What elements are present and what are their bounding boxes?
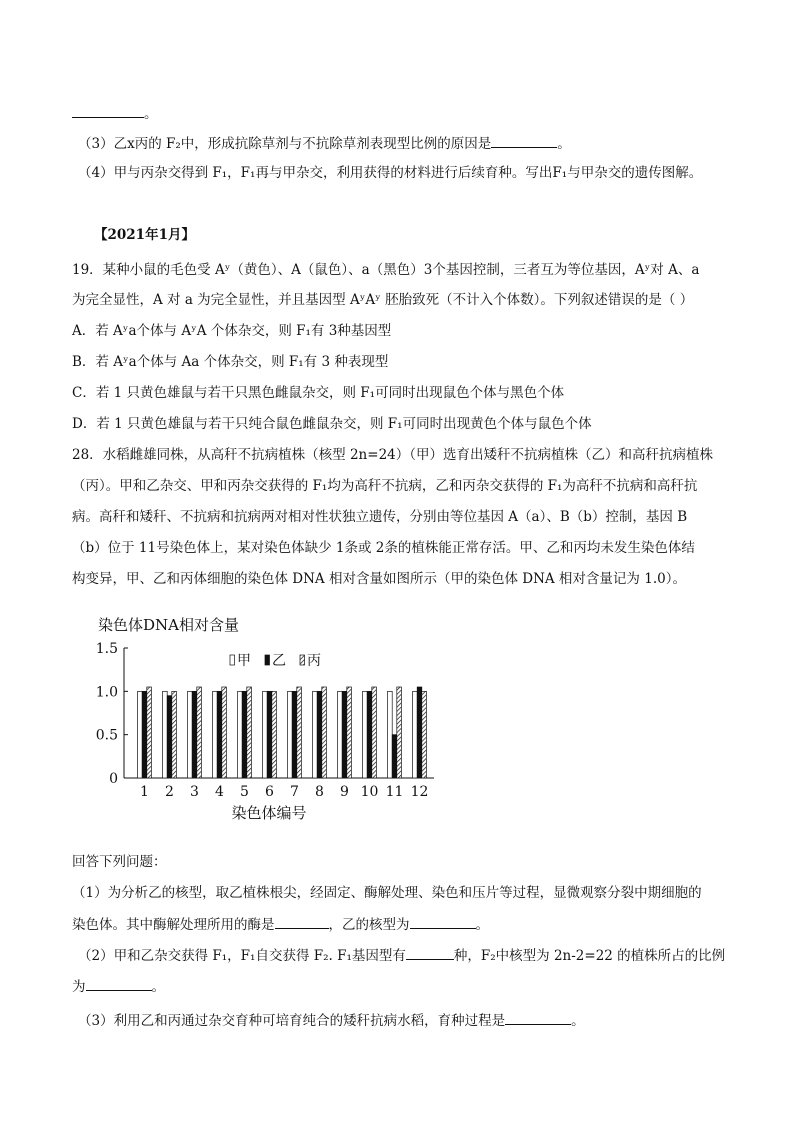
answer-blank[interactable]: [275, 914, 329, 929]
x-tick-label: 11: [385, 784, 404, 800]
bar-丙-1: [147, 687, 152, 778]
bar-甲-11: [388, 691, 393, 778]
bar-丙-8: [322, 687, 327, 778]
q19-option-a: A．若 Aʸa个体与 AʸA 个体杂交，则 F₁有 3种基因型: [72, 323, 392, 339]
bar-乙-11: [392, 735, 397, 778]
bar-乙-9: [342, 691, 347, 778]
question-part-4: （4）甲与丙杂交得到 F₁，F₁再与甲杂交，利用获得的材料进行后续育种。写出F₁与甲杂交的遗传图解。: [78, 165, 703, 181]
bar-乙-12: [417, 687, 422, 778]
bar-甲-6: [263, 691, 268, 778]
bar-甲-1: [138, 691, 143, 778]
prev-answer-line: 。: [72, 103, 158, 124]
bar-丙-4: [222, 687, 227, 778]
bar-甲-4: [213, 691, 218, 778]
q28-stem-line5: 构变异，甲、乙和丙体细胞的染色体 DNA 相对含量如图所示（甲的染色体 DNA 相对含量记为 1.0）。: [72, 571, 686, 587]
dna-content-chart: [80, 612, 450, 827]
answer-blank[interactable]: [86, 976, 152, 991]
y-tick-label: 1.5: [95, 641, 118, 657]
q28-stem-line2: （丙）。甲和乙杂交、甲和丙杂交获得的 F₁均为高秆不抗病，乙和丙杂交获得的 F₁为高秆不抗病和高秆抗: [72, 478, 698, 494]
bar-丙-11: [397, 687, 402, 778]
answer-blank[interactable]: [72, 103, 144, 118]
legend-swatch-乙: [265, 655, 270, 665]
x-tick-label: 1: [140, 784, 149, 800]
bar-甲-5: [238, 691, 243, 778]
answer-blank[interactable]: [406, 945, 454, 960]
section-heading: 【2021年1月】: [94, 227, 195, 243]
legend-swatch-甲: [230, 655, 235, 665]
y-tick-label: 0: [109, 771, 118, 787]
q28-stem-line4: （b）位于 11号染色体上，某对染色体缺少 1条或 2条的植株能正常存活。甲、乙和丙均未发生染色体结: [72, 540, 695, 556]
q28-stem-line3: 病。高秆和矮秆、不抗病和抗病两对相对性状独立遗传，分别由等位基因 A（a）、B（b）控制，基因 B: [72, 509, 688, 525]
x-tick-label: 5: [240, 784, 249, 800]
answer-blank[interactable]: [410, 914, 476, 929]
bar-丙-12: [422, 691, 427, 778]
x-tick-label: 3: [190, 784, 199, 800]
bar-甲-2: [163, 691, 168, 778]
bar-乙-2: [167, 696, 172, 778]
bar-甲-7: [288, 691, 293, 778]
q19-option-b: B．若 Aʸa个体与 Aa 个体杂交，则 F₁有 3 种表现型: [72, 354, 389, 370]
bar-甲-3: [188, 691, 193, 778]
q28-part2-line1: （2）甲和乙杂交获得 F₁，F₁自交获得 F₂. F₁基因型有 种，F₂中核型为 2n-2=22 的植株所占的比例: [78, 945, 725, 966]
bar-乙-4: [217, 691, 222, 778]
y-tick-label: 1.0: [95, 684, 118, 701]
q28-part1-line2: 染色体。其中酶解处理所用的酶是 ，乙的核型为 。: [72, 914, 489, 935]
x-tick-label: 12: [410, 784, 429, 800]
x-tick-label: 2: [165, 784, 174, 800]
bar-甲-8: [313, 691, 318, 778]
answer-intro: 回答下列问题：: [72, 854, 167, 870]
bar-丙-6: [272, 691, 277, 778]
bar-乙-3: [192, 691, 197, 778]
bar-乙-6: [267, 691, 272, 778]
q28-stem-line1: 28．水稻雌雄同株，从高秆不抗病植株（核型 2n=24）（甲）选育出矮秆不抗病植株（乙）和高秆抗病植株: [72, 447, 713, 463]
bar-乙-5: [242, 691, 247, 778]
bar-乙-8: [317, 691, 322, 778]
answer-blank[interactable]: [491, 133, 557, 148]
bar-乙-10: [367, 691, 372, 778]
legend-label-甲: 甲: [237, 653, 251, 669]
bar-丙-9: [347, 687, 352, 778]
x-tick-label: 6: [265, 784, 274, 800]
legend-label-乙: 乙: [272, 653, 286, 669]
legend-swatch-丙: [300, 655, 305, 665]
x-tick-label: 7: [290, 784, 299, 800]
x-tick-label: 8: [315, 784, 324, 800]
bar-乙-1: [142, 691, 147, 778]
bar-乙-7: [292, 691, 297, 778]
x-tick-label: 4: [215, 784, 224, 800]
bar-甲-9: [338, 691, 343, 778]
q19-stem-line1: 19．某种小鼠的毛色受 Aʸ（黄色）、A（鼠色）、a（黑色）3个基因控制，三者互为等位基因，Aʸ对 A、a: [72, 262, 700, 278]
x-tick-label: 10: [360, 784, 379, 800]
bar-丙-2: [172, 691, 177, 778]
x-tick-label: 9: [340, 784, 349, 800]
answer-blank[interactable]: [505, 1010, 571, 1025]
q28-part3: （3）利用乙和丙通过杂交育种可培育纯合的矮秆抗病水稻，育种过程是 。: [78, 1010, 585, 1031]
bar-甲-10: [363, 691, 368, 778]
legend-label-丙: 丙: [307, 653, 321, 669]
bar-丙-7: [297, 687, 302, 778]
q28-part1-line1: （1）为分析乙的核型，取乙植株根尖，经固定、酶解处理、染色和压片等过程，显微观察分裂中期细胞的: [72, 885, 702, 901]
bar-甲-12: [413, 691, 418, 778]
q19-stem-line2: 为完全显性，A 对 a 为完全显性，并且基因型 AʸAʸ 胚胎致死（不计入个体数）。下列叙述错误的是（ ）: [72, 292, 694, 308]
q19-option-c: C．若 1 只黄色雄鼠与若干只黑色雌鼠杂交，则 F₁可同时出现鼠色个体与黑色个体: [72, 385, 565, 401]
question-part-3: （3）乙x丙的 F₂中，形成抗除草剂与不抗除草剂表现型比例的原因是 。: [78, 133, 571, 154]
y-tick-label: 0.5: [95, 727, 118, 744]
bar-丙-5: [247, 687, 252, 778]
chart-title: 染色体DNA相对含量: [98, 616, 239, 634]
q19-option-d: D．若 1 只黄色雄鼠与若干只纯合鼠色雌鼠杂交，则 F₁可同时出现黄色个体与鼠色个体: [72, 416, 592, 432]
x-axis-label: 染色体编号: [231, 804, 307, 822]
q28-part2-line2: 为 。: [72, 976, 165, 997]
bar-丙-3: [197, 687, 202, 778]
bar-丙-10: [372, 687, 377, 778]
